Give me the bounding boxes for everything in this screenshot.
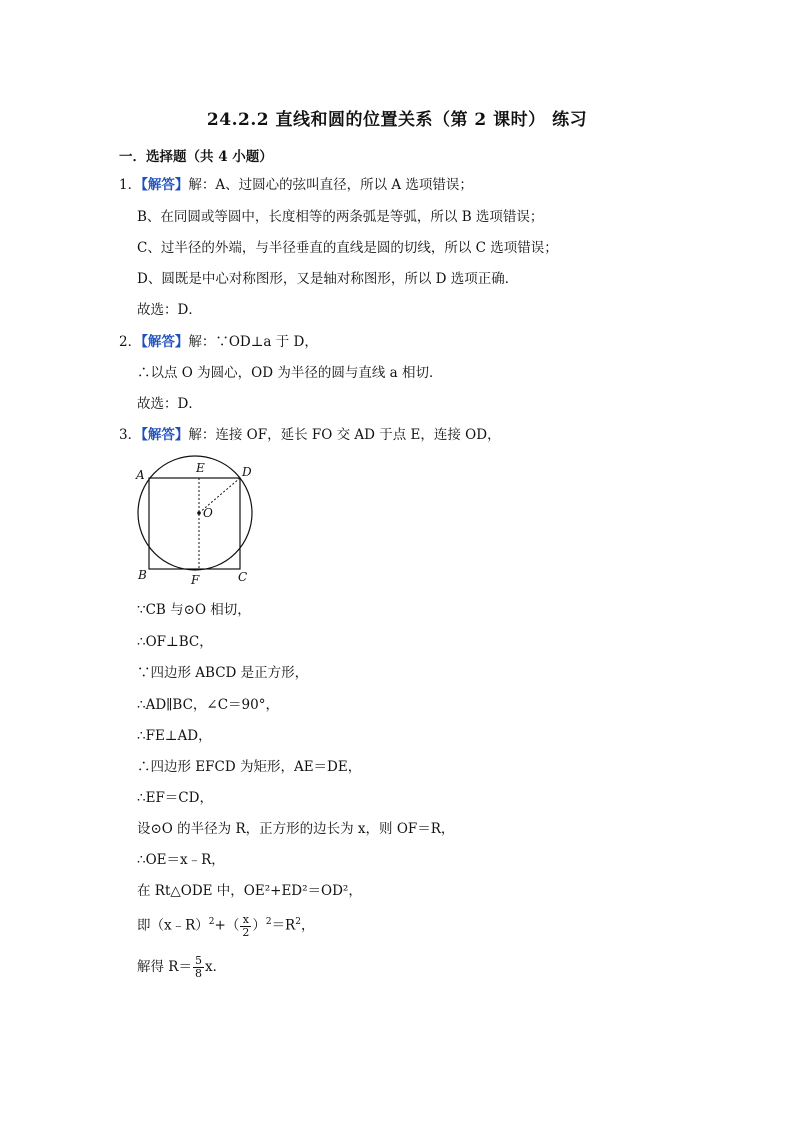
circle-o [138, 456, 252, 570]
label-b: B [138, 568, 147, 582]
q3-line-1 [119, 426, 501, 444]
q2-line-3: 故选：D． [137, 396, 202, 412]
label-f: F [191, 573, 200, 587]
q2-text-1: 解：∵OD⊥a 于 D， [188, 334, 318, 350]
q3-step-11 [137, 913, 314, 939]
q1-line-3: C、过半径的外端，与半径垂直的直线是圆的切线，所以 C 选项错误； [137, 240, 558, 256]
equation-part-d: ） [252, 917, 266, 934]
fraction-x-over-2 [240, 914, 251, 939]
equation-part-f: ＝R [271, 917, 296, 934]
q3-step-6: ∴四边形 EFCD 为矩形，AE＝DE， [137, 759, 362, 775]
equation-exp-3: 2 [295, 917, 301, 927]
fraction-denominator: 2 [242, 925, 250, 939]
result-part-a: 解得 R＝ [137, 959, 192, 975]
q2-answer-tag: 【解答】 [141, 334, 189, 350]
fraction-numerator: x [240, 914, 251, 927]
q3-answer-tag: 【解答】 [141, 427, 189, 443]
q2-line-1 [119, 333, 318, 351]
q3-step-1: ∵CB 与⊙O 相切， [137, 602, 251, 618]
q3-step-7: ∴EF＝CD， [137, 790, 213, 806]
label-a: A [136, 468, 145, 482]
square-abcd [149, 478, 240, 569]
result-part-b: x． [204, 959, 227, 975]
q3-step-3: ∵四边形 ABCD 是正方形， [137, 665, 309, 681]
q3-number: 3． [119, 427, 142, 443]
q1-number: 1． [119, 177, 142, 193]
label-o: O [203, 506, 213, 520]
fraction-numerator: 5 [194, 954, 202, 967]
equation-exp-1: 2 [208, 917, 215, 927]
q1-line-1 [119, 176, 473, 194]
equation-part-c: +（ [214, 917, 240, 934]
q1-text-1: 解：A、过圆心的弦叫直径，所以 A 选项错误； [188, 177, 473, 193]
page-title: 24.2.2 直线和圆的位置关系（第 2 课时） 练习 [206, 110, 588, 130]
label-e: E [196, 461, 205, 475]
point-o [197, 511, 201, 515]
q3-step-2: ∴OF⊥BC， [137, 634, 213, 650]
q1-line-5: 故选：D． [137, 302, 202, 318]
q3-step-9: ∴OE＝x﹣R， [137, 852, 225, 868]
label-c: C [238, 570, 248, 584]
q1-line-2: B、在同圆或等圆中，长度相等的两条弧是等弧，所以 B 选项错误； [137, 209, 544, 225]
q3-step-4: ∴AD∥BC，∠C＝90°， [137, 697, 279, 713]
section-heading: 一．选择题（共 4 小题） [119, 149, 273, 165]
fraction-5-over-8 [193, 955, 204, 980]
label-d: D [242, 465, 252, 479]
equation-part-h: ， [300, 917, 315, 934]
q3-step-8: 设⊙O 的半径为 R，正方形的边长为 x，则 OF＝R， [137, 821, 455, 837]
q2-number: 2． [119, 334, 142, 350]
equation-part-a: 即（x﹣R） [137, 917, 209, 934]
q1-answer-tag: 【解答】 [141, 177, 189, 193]
geometry-figure [130, 455, 265, 590]
q3-step-5: ∴FE⊥AD， [137, 728, 212, 744]
equation-exp-2: 2 [265, 917, 272, 927]
fraction-denominator: 8 [194, 967, 202, 980]
q1-line-4: D、圆既是中心对称图形，又是轴对称图形，所以 D 选项正确． [137, 271, 519, 287]
q2-line-2: ∴以点 O 为圆心，OD 为半径的圆与直线 a 相切． [137, 365, 443, 381]
q3-text-1: 解：连接 OF，延长 FO 交 AD 于点 E，连接 OD， [188, 427, 501, 443]
q3-step-12 [137, 955, 226, 980]
q3-step-10: 在 Rt△ODE 中，OE²+ED²＝OD²， [137, 883, 362, 899]
